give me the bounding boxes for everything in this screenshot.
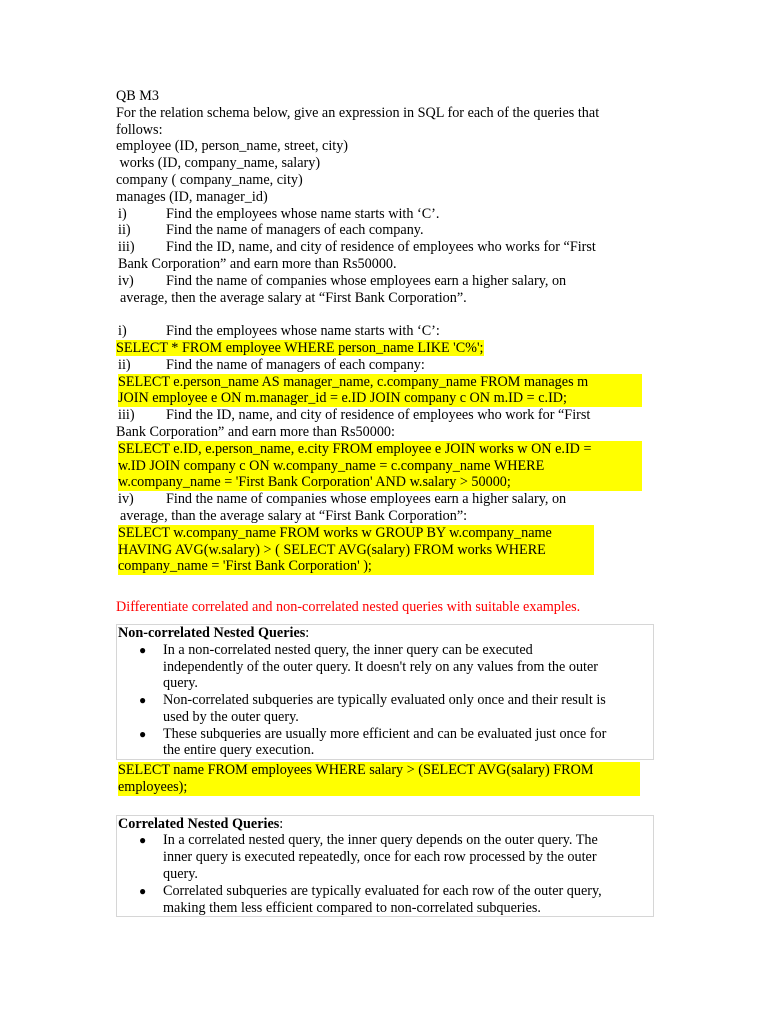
bullet-list <box>117 832 653 916</box>
question-item: ii) Find the name of managers of each company. <box>118 222 424 239</box>
intro-line: follows: <box>116 121 163 138</box>
doc-title: QB M3 <box>116 88 159 104</box>
answer-question-continuation: Bank Corporation” and earn more than Rs50000: <box>116 423 395 440</box>
bullet-icon: ● <box>139 693 147 708</box>
noncorrelated-section <box>116 624 654 760</box>
intro-line: For the relation schema below, give an expression in SQL for each of the queries that <box>116 104 600 121</box>
bullet-list <box>117 642 653 760</box>
document-page <box>116 88 656 917</box>
list-item: ● Non-correlated subqueries are typically evaluated only once and their result is used by the outer query. <box>139 692 606 725</box>
list-item: ● Correlated subqueries are typically evaluated for each row of the outer query, making them less efficient compared to non-correlated subqueries. <box>139 882 602 916</box>
section-heading: Non-correlated Nested Queries: <box>118 624 310 641</box>
section-heading: Correlated Nested Queries: <box>118 815 284 832</box>
bullet-icon: ● <box>139 833 147 848</box>
schema-line: employee (ID, person_name, street, city) <box>116 138 349 155</box>
answer-question: ii) Find the name of managers of each company: <box>118 356 425 373</box>
schema-line: company ( company_name, city) <box>116 171 303 188</box>
diff-question: Differentiate correlated and non-correlated nested queries with suitable examples. <box>116 599 581 616</box>
sql-answer: SELECT e.ID, e.person_name, e.city FROM employee e JOIN works w ON e.ID = w.ID JOIN company c ON w.company_name = c.company_name WHERE w.company_name = 'First Bank Corporation' AND w.salary > 50000; <box>118 441 642 491</box>
schema-line: manages (ID, manager_id) <box>116 188 268 205</box>
list-item: ● These subqueries are usually more efficient and can be evaluated just once for the entire query execution. <box>139 725 607 759</box>
sql-answer: SELECT e.person_name AS manager_name, c.company_name FROM manages m JOIN employee e ON m.manager_id = e.ID JOIN company c ON m.ID = c.ID; <box>118 374 642 408</box>
bullet-icon: ● <box>139 883 147 898</box>
answer-question: iv) Find the name of companies whose employees earn a higher salary, on <box>118 491 567 508</box>
sql-answer: SELECT w.company_name FROM works w GROUP BY w.company_name HAVING AVG(w.salary) > ( SELECT AVG(salary) FROM works WHERE company_name = 'First Bank Corporation' ); <box>118 525 594 575</box>
answer-question: iii) Find the ID, name, and city of residence of employees who work for “First <box>118 407 591 424</box>
sql-example: SELECT name FROM employees WHERE salary > (SELECT AVG(salary) FROM employees); <box>118 762 640 796</box>
bullet-icon: ● <box>139 726 147 741</box>
sql-answer: SELECT * FROM employee WHERE person_name LIKE 'C%'; <box>116 339 484 356</box>
list-item: ● In a non-correlated nested query, the inner query can be executed independently of the outer query. It doesn't rely on any values from the outer query. <box>139 641 599 692</box>
question-continuation: average, then the average salary at “First Bank Corporation”. <box>120 289 467 306</box>
question-continuation: Bank Corporation” and earn more than Rs50000. <box>118 255 397 272</box>
question-item: iv) Find the name of companies whose employees earn a higher salary, on <box>118 272 567 289</box>
question-item: i) Find the employees whose name starts with ‘C’. <box>118 205 440 222</box>
question-item: iii) Find the ID, name, and city of residence of employees who works for “First <box>118 239 596 256</box>
answer-question: i) Find the employees whose name starts with ‘C’: <box>118 323 440 340</box>
schema-line: works (ID, company_name, salary) <box>116 155 321 172</box>
bullet-icon: ● <box>139 642 147 657</box>
answer-question-continuation: average, than the average salary at “First Bank Corporation”: <box>120 507 468 524</box>
correlated-section <box>116 815 654 918</box>
list-item: ● In a correlated nested query, the inner query depends on the outer query. The inner query is executed repeatedly, once for each row processed by the outer query. <box>139 832 598 883</box>
